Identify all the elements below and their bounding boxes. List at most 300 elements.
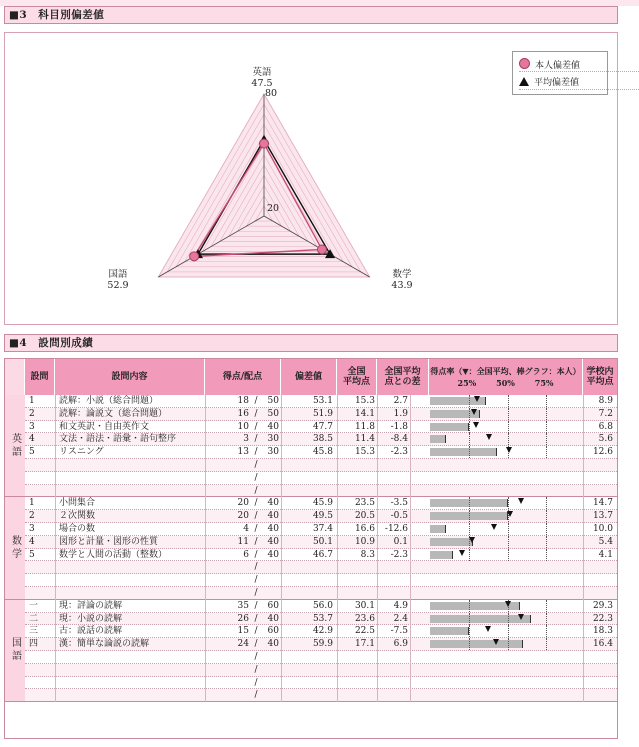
column-divider [55, 587, 56, 600]
self-rate-bar [430, 448, 497, 456]
school-average: 7.2 [598, 408, 613, 419]
school-average: 16.4 [592, 639, 613, 650]
national-average: 30.1 [354, 600, 375, 611]
header-dev: 偏差値 [281, 359, 337, 395]
column-divider [583, 561, 584, 574]
axis-label-math [385, 269, 419, 291]
column-divider [281, 574, 282, 587]
school-average: 5.4 [598, 536, 613, 547]
percent-gridline [546, 613, 547, 625]
column-divider [55, 523, 56, 536]
diff-from-average [380, 689, 408, 701]
national-average: 10.9 [354, 536, 375, 547]
school-average [589, 664, 613, 676]
school-average: 4.1 [598, 549, 613, 560]
average-rate-marker [473, 422, 479, 428]
column-divider [410, 574, 411, 587]
scale-min-label: 20 [266, 203, 280, 214]
score-value: 35 [237, 600, 249, 611]
diff-from-average: -12.6 [384, 524, 408, 534]
column-divider [377, 510, 378, 523]
self-rate-bar [430, 423, 469, 431]
deviation-value: 49.5 [312, 511, 333, 522]
score-slash: / [254, 536, 258, 547]
average-rate-marker [506, 447, 512, 453]
deviation-value: 42.9 [312, 626, 333, 637]
average-rate-marker [507, 511, 513, 517]
column-divider [281, 497, 282, 510]
table-row [25, 561, 617, 574]
score-value [209, 664, 249, 676]
column-divider [410, 485, 411, 498]
score-value [209, 574, 249, 586]
percent-gridline [508, 523, 509, 535]
school-average: 18.3 [592, 626, 613, 637]
question-no: 5 [29, 447, 35, 458]
column-divider [337, 689, 338, 702]
column-divider [281, 446, 282, 459]
column-divider [205, 613, 206, 626]
question-content: リスニング [59, 447, 104, 458]
column-divider [55, 600, 56, 613]
self-rate-bar [430, 435, 446, 443]
national-average [345, 677, 375, 689]
score-value: 20 [237, 498, 249, 509]
column-divider [583, 664, 584, 677]
column-divider [410, 523, 411, 536]
column-divider [281, 459, 282, 472]
column-divider [377, 625, 378, 638]
column-divider [55, 472, 56, 485]
header-avg [337, 359, 377, 395]
column-divider [281, 664, 282, 677]
deviation-value [301, 459, 333, 471]
question-no: 2 [29, 511, 35, 522]
chart-legend [512, 51, 608, 95]
column-divider [377, 472, 378, 485]
total-value: 50 [267, 396, 279, 406]
column-divider [55, 497, 56, 510]
national-average: 14.1 [354, 408, 375, 419]
column-divider [410, 536, 411, 549]
school-average [589, 472, 613, 484]
table-row [25, 510, 617, 523]
column-divider [205, 395, 206, 408]
score-value [209, 677, 249, 689]
column-divider [337, 395, 338, 408]
self-rate-bar [430, 615, 531, 623]
diff-from-average [380, 472, 408, 484]
column-divider [55, 459, 56, 472]
national-average: 22.5 [354, 626, 375, 637]
national-average: 23.5 [354, 498, 375, 509]
percent-gridline [469, 600, 470, 612]
column-divider [281, 549, 282, 562]
percent-gridline [508, 549, 509, 561]
national-average: 16.6 [354, 524, 375, 534]
school-average [589, 587, 613, 599]
column-divider [410, 613, 411, 626]
header-diff [377, 359, 429, 395]
score-slash: / [254, 498, 258, 509]
column-divider [410, 395, 411, 408]
table-row [25, 549, 617, 562]
column-divider [281, 510, 282, 523]
column-divider [377, 677, 378, 690]
score-slash: / [254, 677, 258, 688]
diff-from-average: -0.5 [390, 511, 408, 522]
column-divider [55, 651, 56, 664]
column-divider [337, 625, 338, 638]
subject-label: 国語 [5, 600, 25, 702]
national-average: 11.8 [354, 421, 375, 432]
column-divider [205, 587, 206, 600]
column-divider [337, 587, 338, 600]
column-divider [410, 459, 411, 472]
national-average [345, 689, 375, 701]
subject-label: 数学 [5, 497, 25, 599]
score-slash: / [254, 396, 258, 406]
column-divider [377, 395, 378, 408]
diff-from-average: 2.4 [393, 613, 408, 624]
axis-value-math: 43.9 [391, 280, 413, 291]
table-row [25, 574, 617, 587]
national-average: 23.6 [354, 613, 375, 624]
score-slash: / [254, 511, 258, 522]
score-rate-cell [430, 510, 585, 522]
deviation-value: 45.9 [312, 498, 333, 509]
table-row [25, 677, 617, 690]
column-divider [205, 651, 206, 664]
deviation-value: 51.9 [312, 408, 333, 419]
school-average [589, 677, 613, 689]
column-divider [281, 651, 282, 664]
column-divider [377, 459, 378, 472]
column-divider [337, 433, 338, 446]
score-rate-cell [430, 523, 585, 535]
radar-self-point [317, 245, 326, 254]
column-divider [583, 574, 584, 587]
score-value: 4 [243, 524, 249, 534]
column-divider [377, 587, 378, 600]
header-school-line1: 学校内 [586, 367, 614, 377]
average-rate-marker [491, 524, 497, 530]
header-avg-line1: 全国 [347, 367, 366, 377]
question-no: 四 [29, 639, 39, 650]
column-divider [55, 536, 56, 549]
question-no: 3 [29, 524, 35, 534]
total-value [261, 587, 279, 599]
table-row [25, 497, 617, 510]
question-content: 読解：小説（総合問題） [59, 396, 159, 406]
radar-self-point [260, 139, 269, 148]
column-divider [410, 664, 411, 677]
percent-gridline [469, 446, 470, 458]
question-content: 古：説話の読解 [59, 626, 123, 637]
table-row [25, 638, 617, 651]
school-average: 14.7 [592, 498, 613, 509]
total-value: 40 [267, 639, 279, 650]
national-average [345, 574, 375, 586]
deviation-value: 47.7 [312, 421, 333, 432]
score-slash: / [254, 549, 258, 560]
score-value: 11 [237, 536, 249, 547]
column-divider [410, 433, 411, 446]
header-school-line2: 平均点 [586, 377, 614, 387]
column-divider [337, 638, 338, 651]
subject-label: 英語 [5, 395, 25, 497]
question-content: 現：評論の読解 [59, 600, 123, 611]
column-divider [410, 497, 411, 510]
percent-gridline [508, 408, 509, 420]
percent-gridline [508, 433, 509, 445]
table-header [5, 359, 617, 395]
column-divider [281, 613, 282, 626]
deviation-value [301, 485, 333, 497]
school-average [589, 561, 613, 573]
average-rate-marker [471, 409, 477, 415]
column-divider [337, 485, 338, 498]
axis-name-english: 英語 [252, 67, 272, 78]
column-divider [55, 689, 56, 702]
score-slash: / [254, 575, 258, 586]
score-value [209, 485, 249, 497]
total-value: 40 [267, 536, 279, 547]
question-content: 読解：論説文（総合問題） [59, 408, 168, 419]
total-value: 40 [267, 613, 279, 624]
column-divider [281, 472, 282, 485]
column-divider [205, 638, 206, 651]
table-row [25, 664, 617, 677]
school-average: 8.9 [598, 396, 613, 406]
average-rate-marker [505, 601, 511, 607]
diff-from-average [380, 664, 408, 676]
column-divider [55, 561, 56, 574]
score-value: 13 [237, 447, 249, 458]
total-value [261, 485, 279, 497]
percent-gridline [469, 395, 470, 407]
deviation-value [301, 651, 333, 663]
percent-gridline [546, 510, 547, 522]
national-average: 8.3 [360, 549, 375, 560]
column-divider [55, 395, 56, 408]
column-divider [55, 446, 56, 459]
percent-gridline [469, 433, 470, 445]
column-divider [281, 485, 282, 498]
score-rate-cell [430, 600, 585, 612]
score-rate-cell [430, 549, 585, 561]
column-divider [337, 536, 338, 549]
column-divider [205, 677, 206, 690]
column-divider [377, 485, 378, 498]
question-content: 和文英訳・自由英作文 [59, 421, 150, 432]
header-rate [429, 359, 583, 395]
table-row [25, 472, 617, 485]
column-divider [377, 421, 378, 434]
question-content: 文法・語法・語彙・語句整序 [59, 434, 177, 445]
column-divider [55, 549, 56, 562]
score-value [209, 459, 249, 471]
column-divider [410, 689, 411, 702]
question-no: 4 [29, 536, 35, 547]
average-rate-marker [474, 396, 480, 402]
question-no: 1 [29, 396, 35, 406]
column-divider [337, 510, 338, 523]
column-divider [205, 408, 206, 421]
deviation-value [301, 689, 333, 701]
total-value [261, 664, 279, 676]
score-value [209, 587, 249, 599]
question-content: 数学と人間の活動（整数） [59, 549, 168, 560]
column-divider [410, 677, 411, 690]
column-divider [337, 651, 338, 664]
score-slash: / [254, 408, 258, 419]
column-divider [55, 574, 56, 587]
total-value: 30 [267, 434, 279, 445]
column-divider [410, 638, 411, 651]
axis-label-english [245, 67, 279, 89]
column-divider [337, 408, 338, 421]
average-rate-marker [486, 434, 492, 440]
section-3-header: ■3 科目別偏差値 [4, 6, 618, 24]
question-content: 現：小説の読解 [59, 613, 123, 624]
legend-self [519, 58, 639, 72]
deviation-value: 59.9 [312, 639, 333, 650]
school-average: 6.8 [598, 421, 613, 432]
table-row [25, 536, 617, 549]
score-slash: / [254, 562, 258, 573]
score-value [209, 561, 249, 573]
national-average [345, 561, 375, 573]
column-divider [377, 689, 378, 702]
legend-self-label: 本人偏差値 [535, 61, 581, 71]
percent-gridline [508, 613, 509, 625]
header-school [583, 359, 617, 395]
axis-value-japanese: 52.9 [107, 280, 129, 291]
column-divider [583, 587, 584, 600]
percent-gridline [546, 421, 547, 433]
deviation-value: 53.7 [312, 613, 333, 624]
score-rate-cell [430, 446, 585, 458]
deviation-value [301, 561, 333, 573]
total-value [261, 689, 279, 701]
score-slash: / [254, 588, 258, 598]
header-diff-line1: 全国平均 [384, 367, 421, 377]
column-divider [583, 651, 584, 664]
table-row [25, 625, 617, 638]
table-row [25, 446, 617, 459]
question-content: 場合の数 [59, 524, 96, 534]
column-divider [410, 510, 411, 523]
column-divider [205, 625, 206, 638]
header-rate-caption: 得点率（▼：全国平均、棒グラフ：本人） [430, 366, 581, 376]
percent-gridline [546, 395, 547, 407]
average-rate-marker [485, 626, 491, 632]
column-divider [410, 408, 411, 421]
radar-self-point [190, 252, 199, 261]
header-subject-blank [5, 359, 25, 395]
axis-value-english: 47.5 [251, 78, 273, 89]
table-row [25, 651, 617, 664]
score-slash: / [254, 652, 258, 662]
table-row [25, 421, 617, 434]
percent-gridline [546, 446, 547, 458]
total-value: 60 [267, 626, 279, 637]
percent-gridline [546, 549, 547, 561]
column-divider [281, 408, 282, 421]
school-average [589, 485, 613, 497]
deviation-value: 56.0 [312, 600, 333, 611]
table-row [25, 408, 617, 421]
score-value [209, 651, 249, 663]
table-row [25, 485, 617, 498]
total-value: 50 [267, 408, 279, 419]
score-slash: / [254, 524, 258, 534]
column-divider [583, 677, 584, 690]
school-average: 5.6 [598, 434, 613, 445]
percent-gridline [546, 497, 547, 509]
column-divider [377, 536, 378, 549]
score-value: 18 [237, 396, 249, 406]
column-divider [377, 549, 378, 562]
score-value: 10 [237, 421, 249, 432]
percent-gridline [546, 625, 547, 637]
score-rate-cell [430, 408, 585, 420]
score-slash: / [254, 447, 258, 458]
self-rate-bar [430, 551, 453, 559]
score-value: 15 [237, 626, 249, 637]
question-no: 3 [29, 421, 35, 432]
table-row [25, 433, 617, 446]
percent-gridline [469, 421, 470, 433]
deviation-value: 53.1 [312, 396, 333, 406]
deviation-value: 45.8 [312, 447, 333, 458]
national-average: 17.1 [354, 639, 375, 650]
column-divider [410, 421, 411, 434]
column-divider [281, 689, 282, 702]
header-score: 得点/配点 [205, 359, 281, 395]
column-divider [410, 472, 411, 485]
score-slash: / [254, 421, 258, 432]
percent-gridline [546, 600, 547, 612]
total-value [261, 472, 279, 484]
column-divider [377, 574, 378, 587]
score-value: 20 [237, 511, 249, 522]
diff-from-average [380, 651, 408, 663]
score-slash: / [254, 690, 258, 701]
column-divider [337, 446, 338, 459]
total-value [261, 459, 279, 471]
column-divider [377, 433, 378, 446]
question-no: 2 [29, 408, 35, 419]
section-4-header: ■4 設問別成績 [4, 334, 618, 352]
self-rate-bar [430, 640, 523, 648]
column-divider [281, 587, 282, 600]
question-no: 二 [29, 613, 39, 624]
question-content: 小問集合 [59, 498, 96, 509]
table-row [25, 523, 617, 536]
percent-gridline [469, 549, 470, 561]
average-rate-marker [518, 614, 524, 620]
total-value [261, 651, 279, 663]
header-no: 設問 [25, 359, 55, 395]
percent-gridline [469, 625, 470, 637]
axis-name-math: 数学 [392, 269, 412, 280]
column-divider [205, 446, 206, 459]
circle-marker-icon [519, 58, 530, 69]
question-no: 三 [29, 626, 39, 637]
percent-gridline [546, 536, 547, 548]
